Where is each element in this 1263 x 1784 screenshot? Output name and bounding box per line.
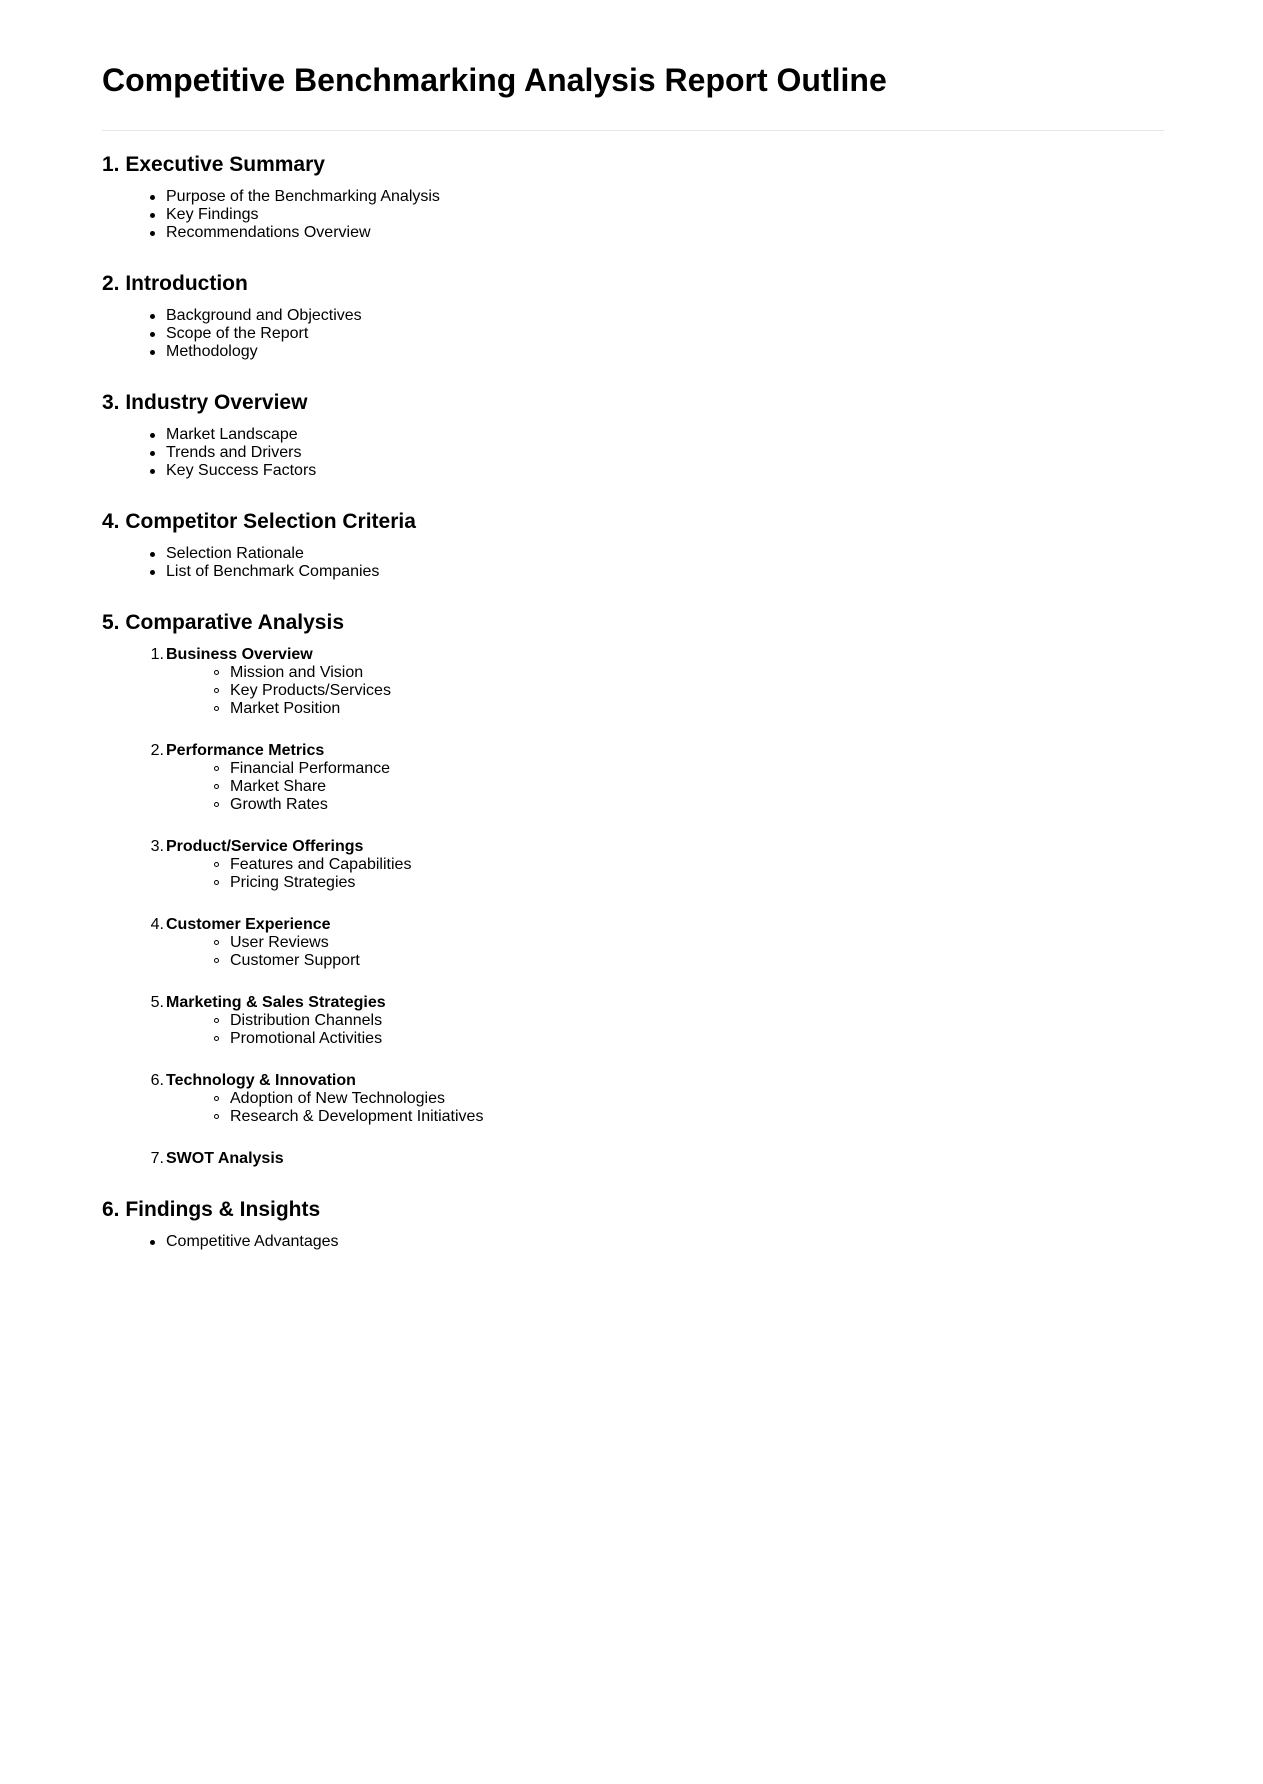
list-item: Competitive Advantages bbox=[166, 1233, 1164, 1251]
subsection-title: Performance Metrics bbox=[166, 742, 325, 759]
sub-bullet-list bbox=[166, 1090, 1164, 1126]
list-item: Market Position bbox=[230, 700, 1164, 718]
sub-bullet-list bbox=[166, 856, 1164, 892]
list-item: Recommendations Overview bbox=[166, 224, 1164, 242]
list-item: Market Share bbox=[230, 778, 1164, 796]
bullet-list bbox=[102, 1233, 1164, 1251]
list-item: Key Findings bbox=[166, 206, 1164, 224]
list-item: Methodology bbox=[166, 343, 1164, 361]
subsection-swot-analysis bbox=[150, 1150, 1164, 1168]
subsection-technology-innovation bbox=[150, 1072, 1164, 1126]
list-item: Financial Performance bbox=[230, 760, 1164, 778]
subsection-customer-experience bbox=[150, 916, 1164, 970]
bullet-list bbox=[102, 188, 1164, 242]
subsection-performance-metrics bbox=[150, 742, 1164, 814]
page-title: Competitive Benchmarking Analysis Report Outline bbox=[102, 62, 887, 98]
sub-bullet-list bbox=[166, 1012, 1164, 1048]
list-item: User Reviews bbox=[230, 934, 1164, 952]
outline-content[interactable] bbox=[102, 150, 1164, 1305]
subsection-title: Customer Experience bbox=[166, 916, 331, 933]
section-heading: 2. Introduction bbox=[102, 272, 248, 295]
subsection-number: 5. bbox=[150, 994, 164, 1011]
list-item: Pricing Strategies bbox=[230, 874, 1164, 892]
subsection-title: Technology & Innovation bbox=[166, 1072, 356, 1089]
list-item: Growth Rates bbox=[230, 796, 1164, 814]
subsection-number: 1. bbox=[150, 646, 164, 663]
list-item: Trends and Drivers bbox=[166, 444, 1164, 462]
section-heading: 4. Competitor Selection Criteria bbox=[102, 510, 416, 533]
section-competitor-selection bbox=[102, 507, 1164, 581]
subsection-product-service-offerings bbox=[150, 838, 1164, 892]
subsection-title: Marketing & Sales Strategies bbox=[166, 994, 386, 1011]
subsection-list bbox=[102, 646, 1164, 1168]
subsection-marketing-sales bbox=[150, 994, 1164, 1048]
list-item: Key Success Factors bbox=[166, 462, 1164, 480]
list-item: Research & Development Initiatives bbox=[230, 1108, 1164, 1126]
list-item: Scope of the Report bbox=[166, 325, 1164, 343]
section-findings-insights bbox=[102, 1195, 1164, 1251]
list-item: Promotional Activities bbox=[230, 1030, 1164, 1048]
list-item: Mission and Vision bbox=[230, 664, 1164, 682]
bullet-list bbox=[102, 545, 1164, 581]
subsection-number: 2. bbox=[150, 742, 164, 759]
list-item: Distribution Channels bbox=[230, 1012, 1164, 1030]
list-item: Features and Capabilities bbox=[230, 856, 1164, 874]
section-heading: 6. Findings & Insights bbox=[102, 1198, 321, 1221]
list-item: Customer Support bbox=[230, 952, 1164, 970]
subsection-number: 4. bbox=[150, 916, 164, 933]
subsection-business-overview bbox=[150, 646, 1164, 718]
list-item: Market Landscape bbox=[166, 426, 1164, 444]
bullet-list bbox=[102, 307, 1164, 361]
subsection-number: 7. bbox=[150, 1150, 164, 1167]
section-introduction bbox=[102, 269, 1164, 361]
section-heading: 1. Executive Summary bbox=[102, 153, 325, 176]
title-divider bbox=[102, 130, 1164, 131]
sub-bullet-list bbox=[166, 664, 1164, 718]
section-comparative-analysis bbox=[102, 608, 1164, 1168]
subsection-title: Business Overview bbox=[166, 646, 313, 663]
subsection-title: Product/Service Offerings bbox=[166, 838, 364, 855]
subsection-number: 3. bbox=[150, 838, 164, 855]
list-item: Purpose of the Benchmarking Analysis bbox=[166, 188, 1164, 206]
subsection-number: 6. bbox=[150, 1072, 164, 1089]
section-heading: 5. Comparative Analysis bbox=[102, 611, 344, 634]
section-industry-overview bbox=[102, 388, 1164, 480]
section-executive-summary bbox=[102, 150, 1164, 242]
list-item: Adoption of New Technologies bbox=[230, 1090, 1164, 1108]
subsection-title: SWOT Analysis bbox=[166, 1150, 284, 1167]
sub-bullet-list bbox=[166, 934, 1164, 970]
bullet-list bbox=[102, 426, 1164, 480]
sub-bullet-list bbox=[166, 760, 1164, 814]
list-item: List of Benchmark Companies bbox=[166, 563, 1164, 581]
list-item: Background and Objectives bbox=[166, 307, 1164, 325]
list-item: Selection Rationale bbox=[166, 545, 1164, 563]
list-item: Key Products/Services bbox=[230, 682, 1164, 700]
section-heading: 3. Industry Overview bbox=[102, 391, 308, 414]
